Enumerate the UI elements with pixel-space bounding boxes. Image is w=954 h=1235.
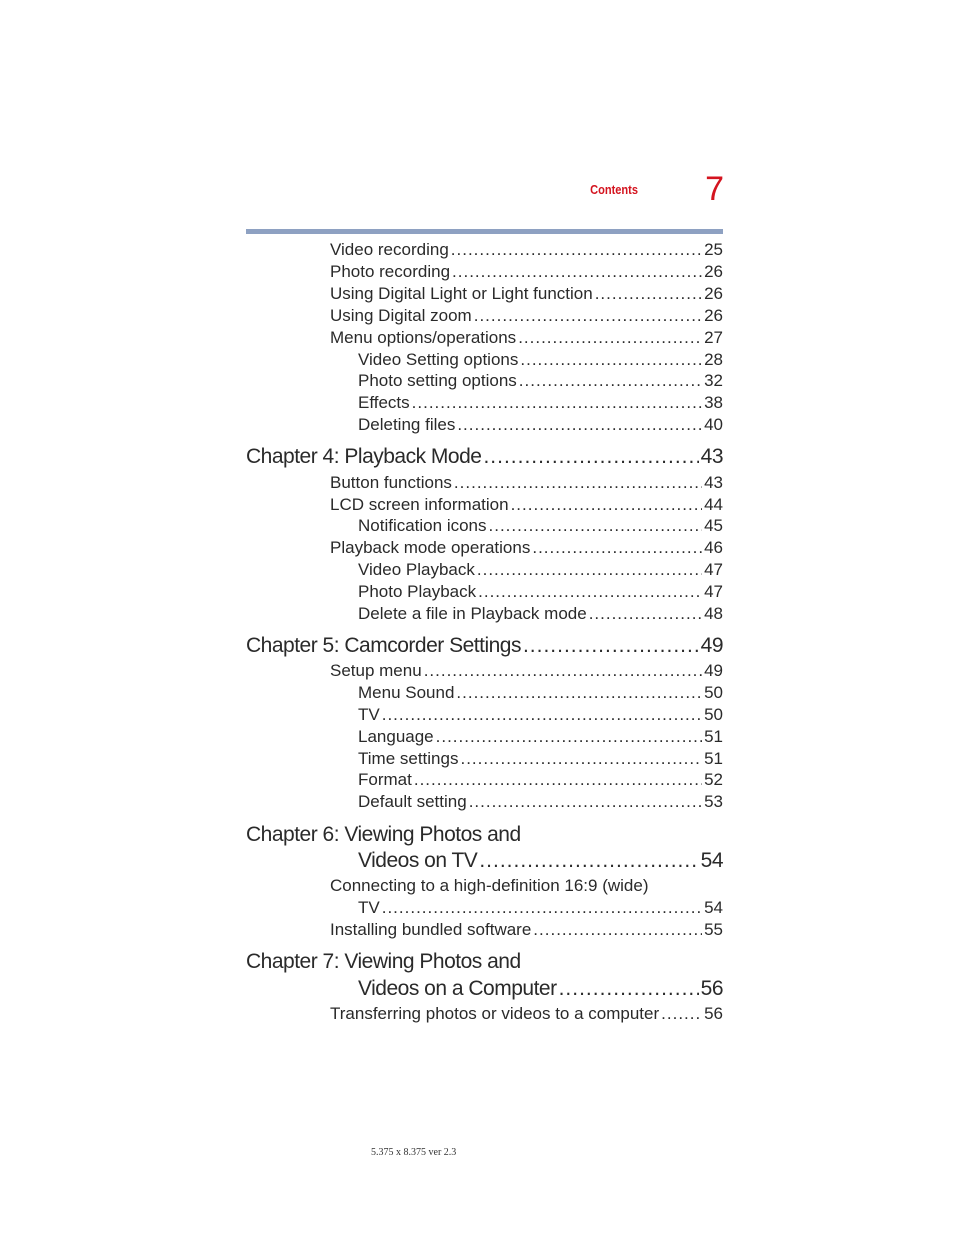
toc-entry-title: TV (358, 705, 380, 724)
toc-chapter-6[interactable] (358, 848, 723, 874)
toc-chapter-6-line1[interactable]: Chapter 6: Viewing Photos and (246, 823, 521, 846)
toc-chapter-4[interactable] (246, 444, 723, 470)
toc-entry-title: Menu options/operations (330, 328, 517, 347)
toc-chapter-title: Videos on TV (358, 849, 478, 872)
toc-chapter-5[interactable] (246, 633, 723, 659)
toc-entry-title: Setup menu (330, 661, 422, 680)
toc-chapter-title: Videos on a Computer (358, 977, 557, 1000)
toc-entry-default-setting[interactable] (358, 791, 723, 813)
toc-entry-photo-recording[interactable] (330, 261, 723, 283)
toc-entry-title: Transferring photos or videos to a computer (330, 1004, 660, 1023)
dot-leader (436, 726, 702, 748)
toc-entry-page: 53 (704, 792, 723, 811)
dot-leader (489, 515, 703, 537)
toc-entry-title: Deleting files (358, 415, 456, 434)
toc-entry-hd-tv[interactable] (358, 897, 723, 919)
toc-chapter-7-line1[interactable]: Chapter 7: Viewing Photos and (246, 950, 521, 973)
toc-chapter-7[interactable] (358, 976, 723, 1002)
toc-entry-digital-zoom[interactable] (330, 305, 723, 327)
dot-leader (479, 848, 698, 874)
toc-entry-page: 43 (704, 473, 723, 492)
dot-leader (382, 704, 702, 726)
toc-entry-title: Format (358, 770, 412, 789)
header-rule (246, 229, 723, 234)
toc-entry-page: 50 (704, 705, 723, 724)
toc-entry-video-setting-options[interactable] (358, 349, 723, 371)
toc-entry-page: 38 (704, 393, 723, 412)
dot-leader (382, 897, 702, 919)
toc-entry-menu-sound[interactable] (358, 682, 723, 704)
toc-entry-page: 26 (704, 284, 723, 303)
toc-entry-page: 55 (704, 920, 723, 939)
toc-entry-photo-setting-options[interactable] (358, 370, 723, 392)
toc-entry-effects[interactable] (358, 392, 723, 414)
toc-entry-page: 51 (704, 749, 723, 768)
page-number: 7 (705, 170, 724, 208)
toc-entry-menu-options[interactable] (330, 327, 723, 349)
toc-chapter-page: 49 (700, 634, 723, 657)
toc-entry-deleting-files[interactable] (358, 414, 723, 436)
toc-entry-setup-menu[interactable] (330, 660, 723, 682)
dot-leader (520, 349, 702, 371)
toc-entry-title: Video recording (330, 240, 449, 259)
toc-entry-page: 25 (704, 240, 723, 259)
toc-entry-page: 51 (704, 727, 723, 746)
toc-entry-title: LCD screen information (330, 495, 509, 514)
toc-entry-page: 52 (704, 770, 723, 789)
toc-entry-page: 46 (704, 538, 723, 557)
toc-entry-title: Default setting (358, 792, 467, 811)
toc-entry-title: Button functions (330, 473, 452, 492)
dot-leader (469, 791, 702, 813)
dot-leader (559, 976, 699, 1002)
toc-chapter-page: 56 (700, 977, 723, 1000)
toc-entry-title: TV (358, 898, 380, 917)
toc-entry-page: 26 (704, 262, 723, 281)
toc-entry-video-playback[interactable] (358, 559, 723, 581)
toc-entry-title: Language (358, 727, 434, 746)
toc-entry-title: Video Playback (358, 560, 475, 579)
dot-leader (511, 494, 703, 516)
toc-entry-notification-icons[interactable] (358, 515, 723, 537)
toc-entry-page: 27 (704, 328, 723, 347)
dot-leader (460, 748, 702, 770)
dot-leader (519, 370, 702, 392)
toc-entry-title: Menu Sound (358, 683, 455, 702)
toc-entry-page: 45 (704, 516, 723, 535)
toc-entry-delete-file-playback[interactable] (358, 603, 723, 625)
dot-leader (523, 633, 699, 659)
toc-entry-photo-playback[interactable] (358, 581, 723, 603)
toc-entry-page: 40 (704, 415, 723, 434)
dot-leader (456, 682, 702, 704)
dot-leader (533, 919, 702, 941)
toc-entry-title: Time settings (358, 749, 459, 768)
dot-leader (483, 444, 698, 470)
toc-entry-title: Photo Playback (358, 582, 477, 601)
toc-entry-hd-tv-line1[interactable]: Connecting to a high-definition 16:9 (wide) (330, 876, 649, 895)
toc-entry-title: Photo setting options (358, 371, 517, 390)
toc-entry-format[interactable] (358, 769, 723, 791)
dot-leader (424, 660, 702, 682)
toc-entry-transferring[interactable] (330, 1003, 723, 1025)
toc-entry-lcd-screen-information[interactable] (330, 494, 723, 516)
dot-leader (661, 1003, 702, 1025)
toc-entry-title: Notification icons (358, 516, 487, 535)
toc-entry-playback-mode-operations[interactable] (330, 537, 723, 559)
dot-leader (454, 472, 702, 494)
toc-chapter-title: Chapter 4: Playback Mode (246, 445, 482, 468)
toc-entry-title: Effects (358, 393, 410, 412)
toc-chapter-title: Chapter 5: Camcorder Settings (246, 634, 521, 657)
toc-entry-installing-software[interactable] (330, 919, 723, 941)
toc-entry-page: 44 (704, 495, 723, 514)
toc-entry-page: 48 (704, 604, 723, 623)
dot-leader (478, 581, 702, 603)
dot-leader (532, 537, 702, 559)
toc-entry-page: 54 (704, 898, 723, 917)
dot-leader (412, 392, 702, 414)
toc-entry-page: 56 (704, 1004, 723, 1023)
toc-entry-title: Installing bundled software (330, 920, 532, 939)
footer-version: 5.375 x 8.375 ver 2.3 (371, 1147, 457, 1158)
toc-entry-page: 47 (704, 582, 723, 601)
toc-entry-video-recording[interactable] (330, 239, 723, 261)
toc-entry-button-functions[interactable] (330, 472, 723, 494)
toc-entry-page: 26 (704, 306, 723, 325)
dot-leader (477, 559, 702, 581)
toc-entry-page: 28 (704, 350, 723, 369)
toc-entry-title: Using Digital zoom (330, 306, 472, 325)
dot-leader (457, 414, 702, 436)
dot-leader (414, 769, 702, 791)
toc-entry-page: 32 (704, 371, 723, 390)
dot-leader (452, 261, 702, 283)
toc-entry-title: Delete a file in Playback mode (358, 604, 587, 623)
toc-entry-title: Playback mode operations (330, 538, 531, 557)
toc-entry-time-settings[interactable] (358, 748, 723, 770)
dot-leader (589, 603, 702, 625)
dot-leader (518, 327, 702, 349)
toc-entry-title: Photo recording (330, 262, 451, 281)
toc-entry-tv[interactable] (358, 704, 723, 726)
toc-entry-digital-light[interactable] (330, 283, 723, 305)
dot-leader (451, 239, 702, 261)
toc-entry-page: 49 (704, 661, 723, 680)
toc-entry-language[interactable] (358, 726, 723, 748)
toc-chapter-page: 43 (700, 445, 723, 468)
toc-chapter-page: 54 (700, 849, 723, 872)
dot-leader (474, 305, 702, 327)
dot-leader (595, 283, 702, 305)
toc-entry-title: Using Digital Light or Light function (330, 284, 593, 303)
toc-entry-page: 50 (704, 683, 723, 702)
toc-entry-page: 47 (704, 560, 723, 579)
toc-entry-title: Video Setting options (358, 350, 519, 369)
running-head: Contents (590, 182, 638, 197)
